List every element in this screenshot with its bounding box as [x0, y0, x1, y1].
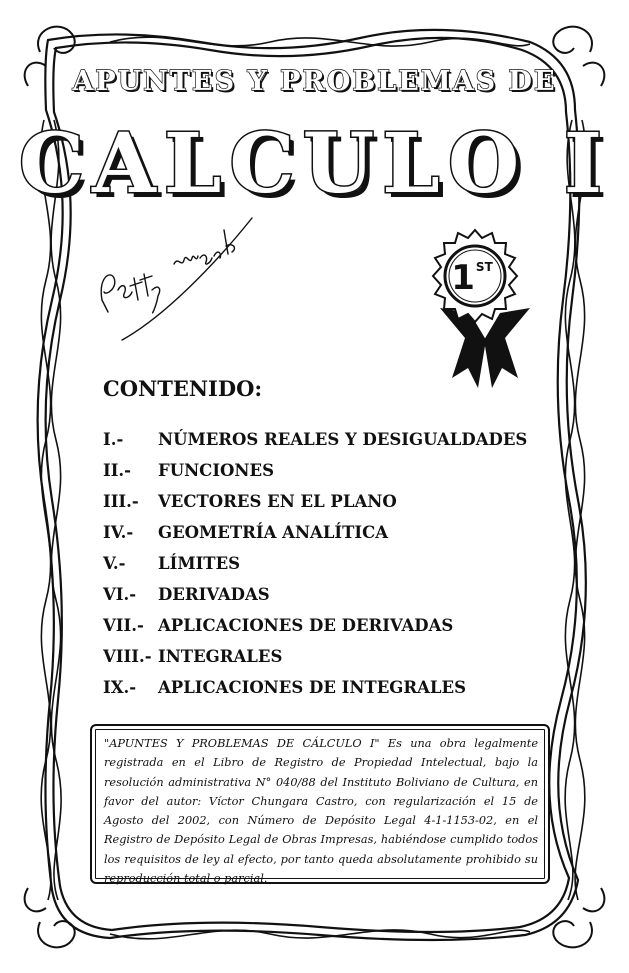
toc-label: INTEGRALES	[158, 647, 283, 666]
toc-item	[103, 548, 563, 579]
toc-label: DERIVADAS	[158, 585, 270, 604]
toc-label: GEOMETRÍA ANALÍTICA	[158, 523, 389, 542]
toc-number: VIII.-	[103, 647, 152, 666]
award-suffix: ST	[475, 260, 493, 274]
contents-heading: CONTENIDO:	[103, 376, 263, 401]
toc-label: LÍMITES	[158, 554, 241, 573]
toc-label: FUNCIONES	[158, 461, 274, 480]
toc-item	[103, 424, 563, 455]
toc-number: IV.-	[103, 523, 134, 542]
first-place-award-icon	[420, 228, 550, 393]
toc-item	[103, 455, 563, 486]
table-of-contents	[103, 424, 563, 703]
toc-item	[103, 517, 563, 548]
toc-label: APLICACIONES DE DERIVADAS	[158, 616, 454, 635]
toc-number: I.-	[103, 430, 124, 449]
toc-number: III.-	[103, 492, 139, 511]
award-number: 1	[451, 258, 475, 298]
handwritten-signature	[92, 208, 262, 348]
toc-number: VII.-	[103, 616, 144, 635]
toc-number: IX.-	[103, 678, 137, 697]
cover-subtitle: APUNTES Y PROBLEMAS DE	[72, 66, 557, 97]
toc-label: NÚMEROS REALES Y DESIGUALDADES	[158, 430, 528, 449]
toc-item	[103, 641, 563, 672]
award-label	[442, 258, 502, 298]
copyright-notice-text: "APUNTES Y PROBLEMAS DE CÁLCULO I" Es una obra legalmente registrada en el Libro de Registro de Propiedad Intelectual, bajo la resolución administrativa N° 040/88 del Instituto Boliviano de Cultura, en favor del autor: Víctor Chungara Castro, con regularización el 15 de Agosto del 2002, con Número de Depósito Legal 4-1-1153-02, en el Registro de Depósito Legal de Obras Impresas, habiéndose cumplido todos los requisitos de ley al efecto, por tanto queda absolutamente prohibido su reproducción total o parcial.	[104, 737, 538, 886]
cover-title: CALCULO I	[18, 116, 611, 212]
toc-number: II.-	[103, 461, 132, 480]
toc-label: VECTORES EN EL PLANO	[158, 492, 397, 511]
toc-item	[103, 672, 563, 703]
toc-label: APLICACIONES DE INTEGRALES	[158, 678, 466, 697]
toc-number: VI.-	[103, 585, 137, 604]
toc-item	[103, 610, 563, 641]
toc-item	[103, 579, 563, 610]
toc-number: V.-	[103, 554, 126, 573]
toc-item	[103, 486, 563, 517]
